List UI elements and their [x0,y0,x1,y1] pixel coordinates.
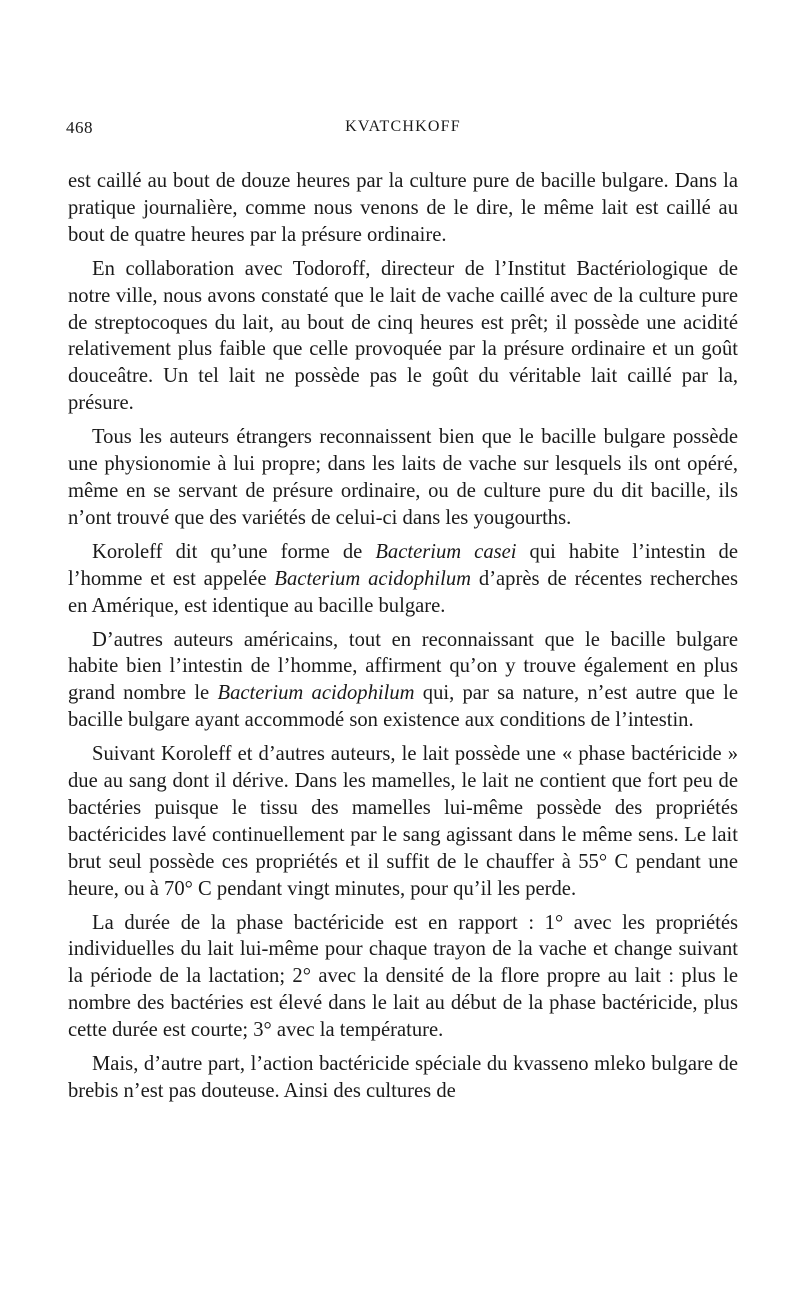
paragraph [68,910,738,1045]
paragraph [68,256,738,417]
paragraph [68,741,738,902]
body-text [68,168,738,1105]
paragraph [68,1051,738,1105]
paragraph [68,168,738,249]
paragraph [68,539,738,620]
paragraph [68,424,738,532]
text-run: En collaboration avec Todoroff, directeur de l’Institut Bactériologique de notre ville, nous avons constaté que le lait de vache caillé avec de la culture pure de streptocoques du lait, au bout de cinq heures est prêt; il possède une acidité relativement plus faible que celle provoquée par la présure ordinaire et un goût douceâtre. Un tel lait ne possède pas le goût du véritable lait caillé par la, présure. [68,257,738,415]
text-run: d’après de récentes recherches en Amérique, est identique au bacille bulgare. [68,567,738,617]
text-run: qui habite l’intestin de l’homme et est appelée [68,540,738,590]
italic-term: Bacterium acidophilum [217,682,415,705]
text-run: D’autres auteurs américains, tout en reconnaissant que le bacille bulgare habite bien l’intestin de l’homme, affirment qu’on y trouve également en plus grand nombre le [68,628,738,705]
text-run: La durée de la phase bactéricide est en rapport : 1° avec les propriétés individuelles du lait lui-même pour chaque trayon de la vache et change suivant la période de la lactation; 2° avec la densité de la flore propre au lait : plus le nombre des bactéries est élevé dans le lait au début de la phase bactéricide, plus cette durée est courte; 3° avec la température. [68,911,738,1042]
book-page [68,118,738,1112]
page-number: 468 [66,118,93,137]
running-head [68,118,738,146]
paragraph [68,627,738,735]
text-run: Mais, d’autre part, l’action bactéricide spéciale du kvasseno mleko bulgare de brebis n’est pas douteuse. Ainsi des cultures de [68,1053,738,1102]
text-run: qui, par sa nature, n’est autre que le bacille bulgare ayant accommodé son existence aux conditions de l’intestin. [68,682,738,732]
italic-term: Bacterium casei [375,540,517,563]
text-run: Suivant Koroleff et d’autres auteurs, le lait possède une « phase bactéricide » due au sang dont il dérive. Dans les mamelles, le lait ne contient que fort peu de bactéries puisque le tissu des mamelles lui-même possède des propriétés bactéricides lavé continuellement par le sang agissant dans le même sens. Le lait brut seul possède ces propriétés et il suffit de le chauffer à 55° C pendant une heure, ou à 70° C pendant vingt minutes, pour qu’il les perde. [68,743,738,900]
text-run: Tous les auteurs étrangers reconnaissent bien que le bacille bulgare possède une physionomie à lui propre; dans les laits de vache sur lesquels ils ont opéré, même en se servant de présure ordinaire, ou de culture pure du dit bacille, ils n’ont trouvé que des variétés de celui-ci dans les yougourths. [68,426,738,529]
text-run: est caillé au bout de douze heures par la culture pure de bacille bulgare. Dans la pratique journalière, comme nous venons de le dire, le même lait est caillé au bout de quatre heures par la présure ordinaire. [68,170,738,246]
text-run: Koroleff dit qu’une forme de [92,540,376,563]
running-head-title: KVATCHKOFF [345,118,461,135]
italic-term: Bacterium acidophilum [274,567,472,590]
